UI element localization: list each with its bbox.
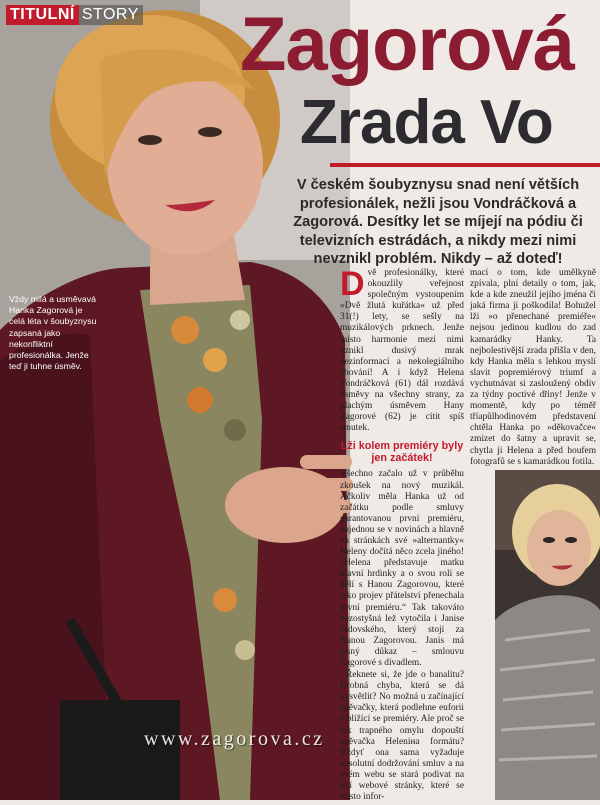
photo-caption: Vždy milá a usměvavá Hanka Zagorová je celá léta v šoubyznysu zapsaná jako nekonfliktní profesionálka. Jenže teď ji tuhne úsměv. — [9, 294, 97, 372]
article-paragraph-2: Všechno začalo už v průběhu zkoušek na nový muzikál. Ačkoliv měla Hanka už od začátku podle smluvy garantovanou první premiéru, najednou se v novinách a hlavně na stránkách své »alternantky« Heleny dočítá něco zcela jiného! „Helena představuje matku hlavní hrdinky a o svou roli se dělí s Hanou Zagorovou, které jako projev přátelství přenechala první premiéru.“ Tak takováto bezostyšná lež vytočila i Janise Sidovského, který stojí za Hanou Zagorovou. Janis má jasný důkaz – smlouvu Zagorové s divadlem. — [340, 469, 464, 668]
headline-line-2: Zrada Vo — [300, 88, 553, 157]
headline-rule — [330, 163, 600, 167]
article-paragraph-3: Řeknete si, že jde o banalitu? Drobná chyba, která se dá vysvětlit? No možná u začínající zpěvačky, která podlehne euforii z blížící se premiéry. Ale proč se tak trapného omylu dopouští zpěvačka Heleniна formátu? Vždyť ona sama vyžaduje absolutní dodržování smluv a na svém webu se stará podivat na její webové stránky, které se místo infor- — [340, 670, 464, 803]
article-column-2-text: mací o tom, kde umělkyně zpívala, plní detaily o tom, jak, kde a kde zneužil jejího jména či jaká firma ji poškodila! Bohužel lži »o přenechané premiéře« nejsou jedinou kudlou do zad kamarádky Hanky. Ta nejbolestivější zrada přišla v den, kdy Hanka měla s lehkou myslí slavit popremiérový triumf a vychutnávat si zasloužený obdiv za týdny poctivé dřiny! Jenže v momentě, kdy po téměř tříapůlhodinovém představení chtěla Hanka po »děkovačce« zmizet do šatny a upravit se, chytla ji Helena a před houfem fotografů se s kamarádkou fotila. — [470, 268, 596, 467]
article-column-1 — [340, 265, 464, 803]
section-label-red: TITULNÍ — [6, 5, 79, 25]
lead-paragraph: V českém šoubyznysu snad není větších profesionálek, nežli jsou Vondráčková a Zagorová. Desítky let se míjejí na pódiu či televizních estrádách, a nikdy mezi nimi nevznikl problém. Nikdy – až doteď! — [293, 177, 583, 267]
headline-line-1: Zagorová — [240, 2, 575, 87]
article-paragraph-1 — [340, 265, 464, 434]
article-column-2 — [470, 268, 596, 468]
article-subhead: Lži kolem premiéry byly jen začátek! — [340, 440, 464, 465]
photo-helena-vondrackova — [495, 470, 600, 800]
section-label — [6, 4, 143, 26]
article-paragraph-1-text: vě profesionálky, které okouzlily veřejnost společným vystoupením »Dvě žlutá kuřátka« už před 31(!) lety, se sešly na muzikálových prknech. Jenže místo harmonie mezi nimi vznikl dusivý mrak dezinformací a nekolegiálního chování! A i když Helena Vondráčková (61) dál rozdává úsměvy na všechny strany, za plachým úsměvem Hany Zagorové (62) je cítit spíš smutek. — [340, 268, 464, 434]
drop-cap: D — [340, 265, 365, 303]
section-label-grey: STORY — [79, 5, 143, 25]
watermark: www.zagorova.cz — [144, 728, 325, 750]
